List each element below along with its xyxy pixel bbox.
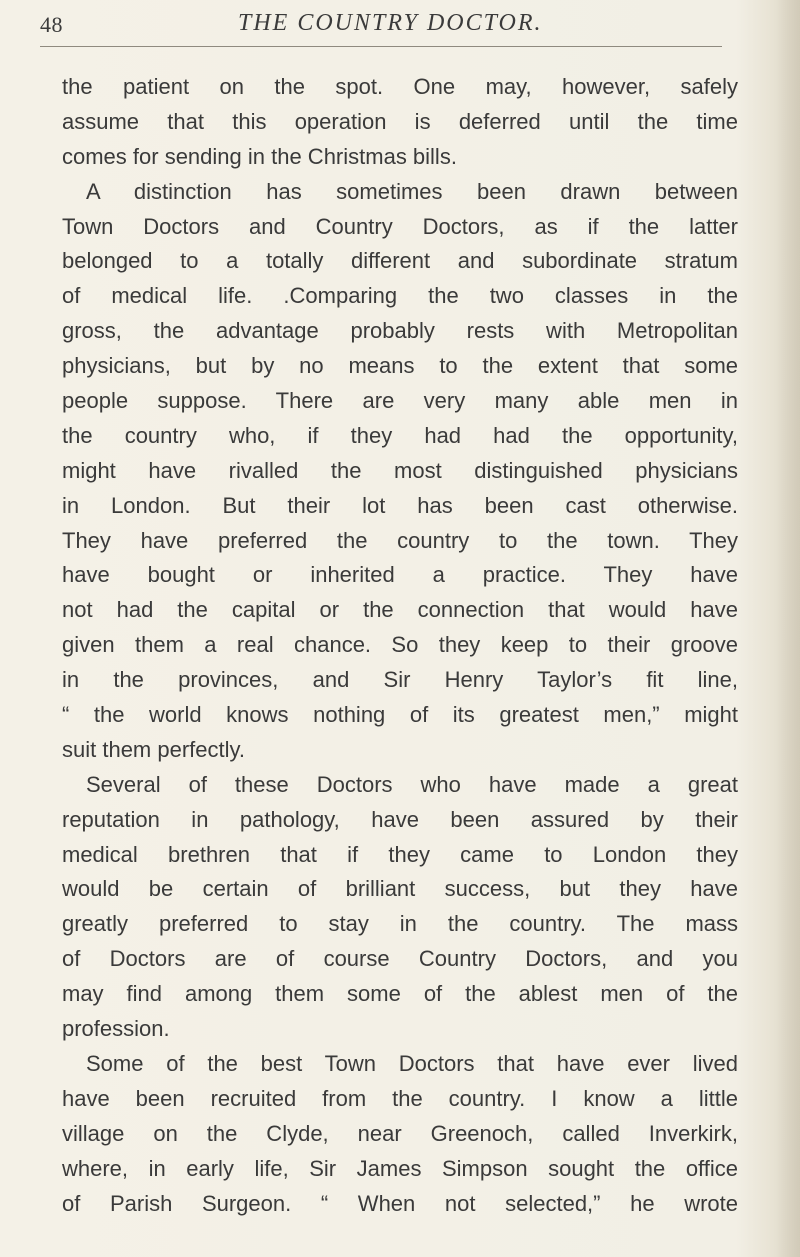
page-number: 48 (40, 12, 63, 37)
text-line: Some of the best Town Doctors that have ever lived (86, 1050, 738, 1076)
text-line: Several of these Doctors who have made a great (86, 771, 738, 797)
text-line: where, in early life, Sir James Simpson sought the office (62, 1155, 738, 1181)
body-text (62, 70, 738, 1221)
text-line: gross, the advantage probably rests with Metropolitan (62, 318, 738, 344)
text-line: profession. (62, 1016, 170, 1042)
text-line: They have preferred the country to the town. They (62, 527, 738, 553)
text-line: A distinction has sometimes been drawn between (86, 178, 738, 204)
text-line: in London. But their lot has been cast otherwise. (62, 492, 738, 518)
text-line: of Doctors are of course Country Doctors, and you (62, 946, 738, 972)
text-line: would be certain of brilliant success, but they have (62, 876, 738, 902)
text-line: “ the world knows nothing of its greatest men,” might (62, 702, 738, 728)
text-line: have been recruited from the country. I know a little (62, 1085, 738, 1111)
text-line: might have rivalled the most distinguished physicians (62, 457, 738, 483)
text-line: given them a real chance. So they keep to their groove (62, 632, 738, 658)
text-line: not had the capital or the connection that would have (62, 597, 738, 623)
text-line: of Parish Surgeon. “ When not selected,” he wrote (62, 1190, 738, 1216)
text-line: have bought or inherited a practice. They have (62, 562, 738, 588)
text-line: the patient on the spot. One may, however, safely (62, 74, 738, 99)
running-title: THE COUNTRY DOCTOR. (238, 10, 543, 36)
text-line: in the provinces, and Sir Henry Taylor’s fit line, (62, 667, 738, 693)
text-line: suit them perfectly. (62, 736, 245, 762)
text-line: may find among them some of the ablest men of the (62, 981, 738, 1007)
text-line: physicians, but by no means to the extent that some (62, 353, 738, 379)
text-line: village on the Clyde, near Greenoch, called Inverkirk, (62, 1120, 738, 1146)
text-line: people suppose. There are very many able men in (62, 388, 738, 414)
text-line: reputation in pathology, have been assured by their (62, 806, 738, 832)
running-head (40, 6, 740, 46)
text-line: assume that this operation is deferred until the time (62, 108, 738, 134)
text-line: comes for sending in the Christmas bills. (62, 143, 457, 169)
text-line: greatly preferred to stay in the country. The mass (62, 911, 738, 937)
page-edge-shadow (776, 0, 800, 1257)
text-line: the country who, if they had had the opportunity, (62, 422, 738, 448)
text-line: Town Doctors and Country Doctors, as if the latter (62, 213, 738, 239)
text-line: belonged to a totally different and subordinate stratum (62, 248, 738, 274)
text-line: of medical life. .Comparing the two classes in the (62, 283, 738, 309)
text-line: medical brethren that if they came to London they (62, 841, 738, 867)
header-rule (40, 46, 722, 47)
